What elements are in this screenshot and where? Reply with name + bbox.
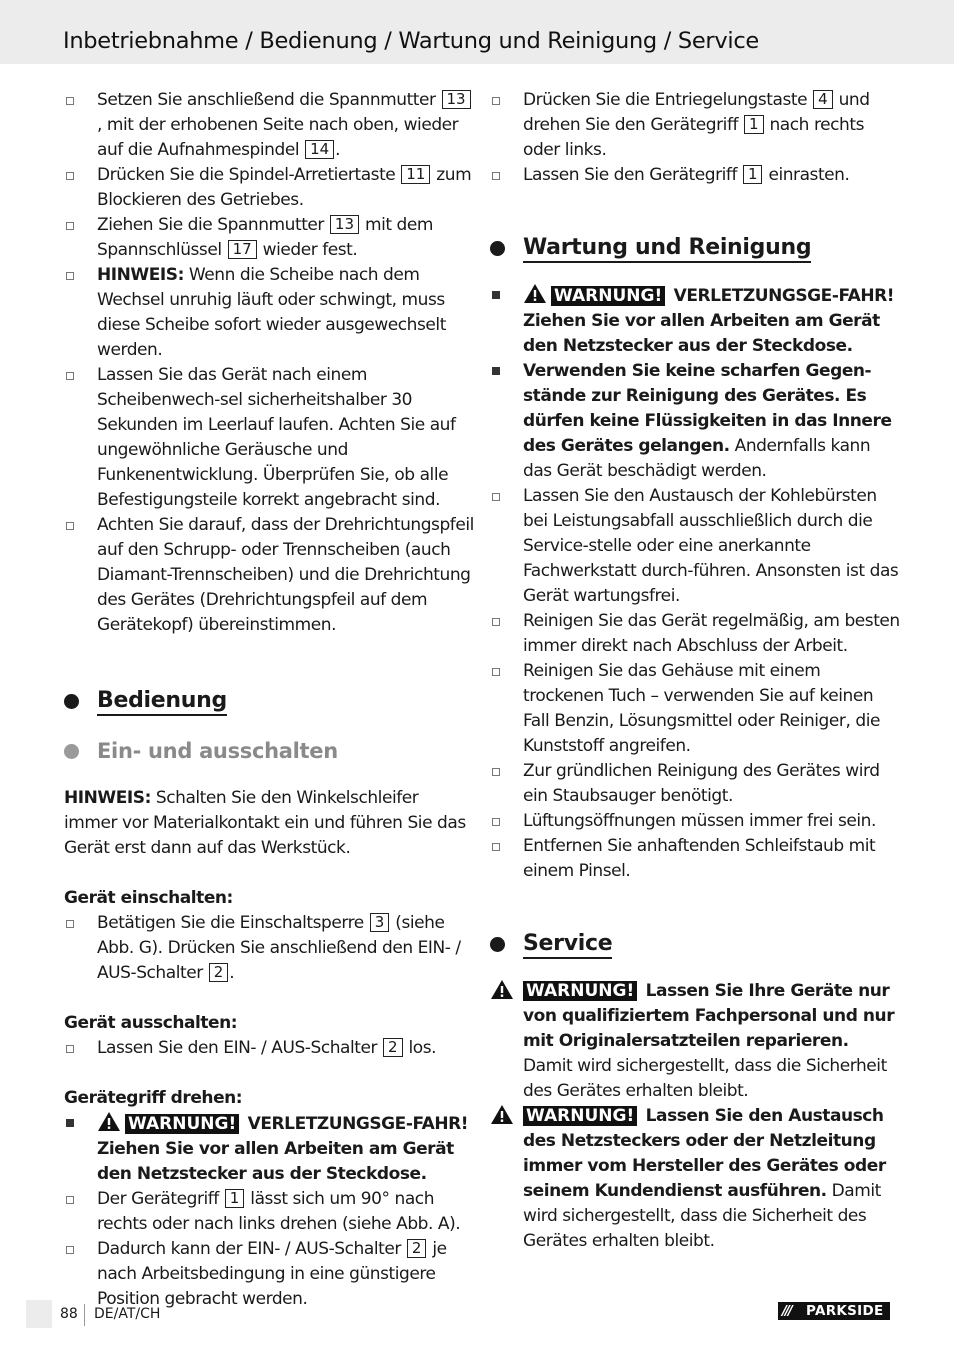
- list-item: Verwenden Sie keine scharfen Gegen-stände zur Reinigung des Gerätes. Es dürfen keine Flüssigkeiten in das Innere des Gerätes gelangen. Andernfalls kann das Gerät beschädigt werden.: [490, 359, 900, 484]
- hinweis-paragraph: HINWEIS: Schalten Sie den Winkelschleifer immer vor Materialkontakt ein und führen Sie das Gerät erst dann auf das Werkstück.: [64, 788, 466, 858]
- list-item: Lassen Sie das Gerät nach einem Scheibenwech-sel sicherheitshalber 30 Sekunden im Leerlauf laufen. Achten Sie auf ungewöhnliche Geräusche und Funkenentwicklung. Überprüfen Sie, ob alle Befestigungsteile korrekt angebracht sind.: [64, 363, 474, 513]
- list-item: Lassen Sie den EIN- / AUS-Schalter 2 los.: [64, 1036, 474, 1061]
- checkbox-bullet-icon: [66, 372, 74, 380]
- list-item: Reinigen Sie das Gerät regelmäßig, am besten immer direkt nach Abschluss der Arbeit.: [490, 609, 900, 659]
- part-ref: 1: [744, 115, 764, 134]
- part-ref: 14: [305, 140, 334, 159]
- part-ref: 11: [401, 165, 430, 184]
- brand-slashes-icon: ///: [782, 1303, 791, 1319]
- subheading-griff-drehen: Gerätegriff drehen:: [64, 1088, 243, 1108]
- subheading-ausschalten: Gerät ausschalten:: [64, 1013, 238, 1033]
- subheading-einschalten: Gerät einschalten:: [64, 888, 233, 908]
- list-item: Entfernen Sie anhaftenden Schleifstaub mit einem Pinsel.: [490, 834, 900, 884]
- checkbox-bullet-icon: [66, 222, 74, 230]
- service-warning-2: WARNUNG! Lassen Sie den Austausch des Netzsteckers oder der Netzleitung immer vom Hersteller des Gerätes oder seinem Kundendienst ausführen. Damit wird sichergestellt, dass die Sicherheit des Gerätes erhalten bleibt.: [490, 1104, 900, 1254]
- left-column: [64, 88, 474, 1312]
- subsection-heading-ein-ausschalten: Ein- und ausschalten: [64, 736, 474, 766]
- part-ref: 17: [228, 240, 257, 259]
- checkbox-bullet-icon: [66, 1045, 74, 1053]
- checkbox-bullet-icon: [492, 618, 500, 626]
- list-item: HINWEIS: Wenn die Scheibe nach dem Wechsel unruhig läuft oder schwingt, muss diese Scheibe sofort wieder ausgewechselt werden.: [64, 263, 474, 363]
- part-ref: 4: [813, 90, 833, 109]
- checkbox-bullet-icon: [66, 1246, 74, 1254]
- checkbox-bullet-icon: [492, 172, 500, 180]
- square-bullet-icon: [66, 1119, 74, 1127]
- right-column: [490, 88, 900, 1254]
- checkbox-bullet-icon: [492, 768, 500, 776]
- square-bullet-icon: [492, 367, 500, 375]
- warning-triangle-icon: [523, 283, 547, 304]
- checkbox-bullet-icon: [66, 272, 74, 280]
- checkbox-bullet-icon: [66, 97, 74, 105]
- warning-triangle-icon: [490, 1104, 514, 1125]
- country-codes: DE/AT/CH: [94, 1306, 161, 1322]
- list-item: Zur gründlichen Reinigung des Gerätes wird ein Staubsauger benötigt.: [490, 759, 900, 809]
- checkbox-bullet-icon: [492, 493, 500, 501]
- list-item: Drücken Sie die Spindel-Arretiertaste 11 zum Blockieren des Getriebes.: [64, 163, 474, 213]
- brand-name: PARKSIDE: [806, 1303, 884, 1319]
- part-ref: 1: [225, 1189, 245, 1208]
- list-item: Dadurch kann der EIN- / AUS-Schalter 2 je nach Arbeitsbedingung in eine günstigere Position gebracht werden.: [64, 1237, 474, 1312]
- list-item: Setzen Sie anschließend die Spannmutter 13, mit der erhobenen Seite nach oben, wieder auf die Aufnahmespindel 14 .: [64, 88, 474, 163]
- page-title: Inbetriebnahme / Bedienung / Wartung und Reinigung / Service: [63, 28, 759, 54]
- section-heading-bedienung: Bedienung: [64, 686, 474, 716]
- checkbox-bullet-icon: [492, 843, 500, 851]
- list-item: Reinigen Sie das Gehäuse mit einem trockenen Tuch – verwenden Sie auf keinen Fall Benzin, Lösungsmittel oder Reiniger, die Kunststoff angreifen.: [490, 659, 900, 759]
- part-ref: 13: [442, 90, 471, 109]
- footer-tab: [26, 1300, 52, 1328]
- checkbox-bullet-icon: [66, 1196, 74, 1204]
- part-ref: 3: [370, 913, 390, 932]
- checkbox-bullet-icon: [492, 668, 500, 676]
- list-item: Lassen Sie den Gerätegriff 1 einrasten.: [490, 163, 900, 188]
- checkbox-bullet-icon: [492, 818, 500, 826]
- warning-triangle-icon: [97, 1111, 121, 1132]
- square-bullet-icon: [492, 291, 500, 299]
- warning-item: WARNUNG! VERLETZUNGSGE-FAHR! Ziehen Sie vor allen Arbeiten am Gerät den Netzstecker aus der Steckdose.: [64, 1111, 474, 1187]
- bullet-dot-icon: [490, 241, 505, 256]
- list-item: Der Gerätegriff 1 lässt sich um 90° nach rechts oder nach links drehen (siehe Abb. A).: [64, 1187, 474, 1237]
- warning-badge: WARNUNG!: [523, 1106, 637, 1126]
- service-warning-1: WARNUNG! Lassen Sie Ihre Geräte nur von qualifiziertem Fachpersonal und nur mit Originalersatzteilen reparieren. Damit wird sichergestellt, dass die Sicherheit des Gerätes erhalten bleibt.: [490, 979, 900, 1104]
- part-ref: 2: [209, 963, 229, 982]
- list-item: Lüftungsöffnungen müssen immer frei sein.: [490, 809, 900, 834]
- part-ref: 2: [407, 1239, 427, 1258]
- footer-divider: [84, 1304, 85, 1326]
- part-ref: 2: [383, 1038, 403, 1057]
- warning-badge: WARNUNG!: [523, 981, 637, 1001]
- bullet-dot-icon: [64, 694, 79, 709]
- section-heading-wartung: Wartung und Reinigung: [490, 233, 900, 263]
- list-item: Achten Sie darauf, dass der Drehrichtungspfeil auf den Schrupp- oder Trennscheiben (auch Diamant-Trennscheiben) und die Drehrichtung des Gerätes (Drehrichtungspfeil auf dem Gerätekopf) übereinstimmen.: [64, 513, 474, 638]
- checkbox-bullet-icon: [66, 172, 74, 180]
- checkbox-bullet-icon: [66, 920, 74, 928]
- checkbox-bullet-icon: [66, 522, 74, 530]
- list-item: Lassen Sie den Austausch der Kohlebürsten bei Leistungsabfall ausschließlich durch die Service-stelle oder eine anerkannte Fachwerkstatt durch-führen. Ansonsten ist das Gerät wartungsfrei.: [490, 484, 900, 609]
- part-ref: 13: [330, 215, 359, 234]
- list-item: Ziehen Sie die Spannmutter 13 mit dem Spannschlüssel 17 wieder fest.: [64, 213, 474, 263]
- warning-badge: WARNUNG!: [551, 286, 665, 306]
- warning-item: WARNUNG! VERLETZUNGSGE-FAHR! Ziehen Sie vor allen Arbeiten am Gerät den Netzstecker aus der Steckdose.: [490, 283, 900, 359]
- part-ref: 1: [743, 165, 763, 184]
- brand-logo: [778, 1302, 890, 1320]
- list-item: Betätigen Sie die Einschaltsperre 3 (siehe Abb. G). Drücken Sie anschließend den EIN- / AUS-Schalter 2 .: [64, 911, 474, 986]
- list-item: Drücken Sie die Entriegelungstaste 4 und drehen Sie den Gerätegriff 1 nach rechts oder links.: [490, 88, 900, 163]
- bullet-dot-icon: [490, 937, 505, 952]
- warning-badge: WARNUNG!: [125, 1114, 239, 1134]
- checkbox-bullet-icon: [492, 97, 500, 105]
- bullet-dot-icon: [64, 744, 79, 759]
- section-heading-service: Service: [490, 929, 900, 959]
- page-number: 88: [60, 1306, 78, 1322]
- warning-triangle-icon: [490, 979, 514, 1000]
